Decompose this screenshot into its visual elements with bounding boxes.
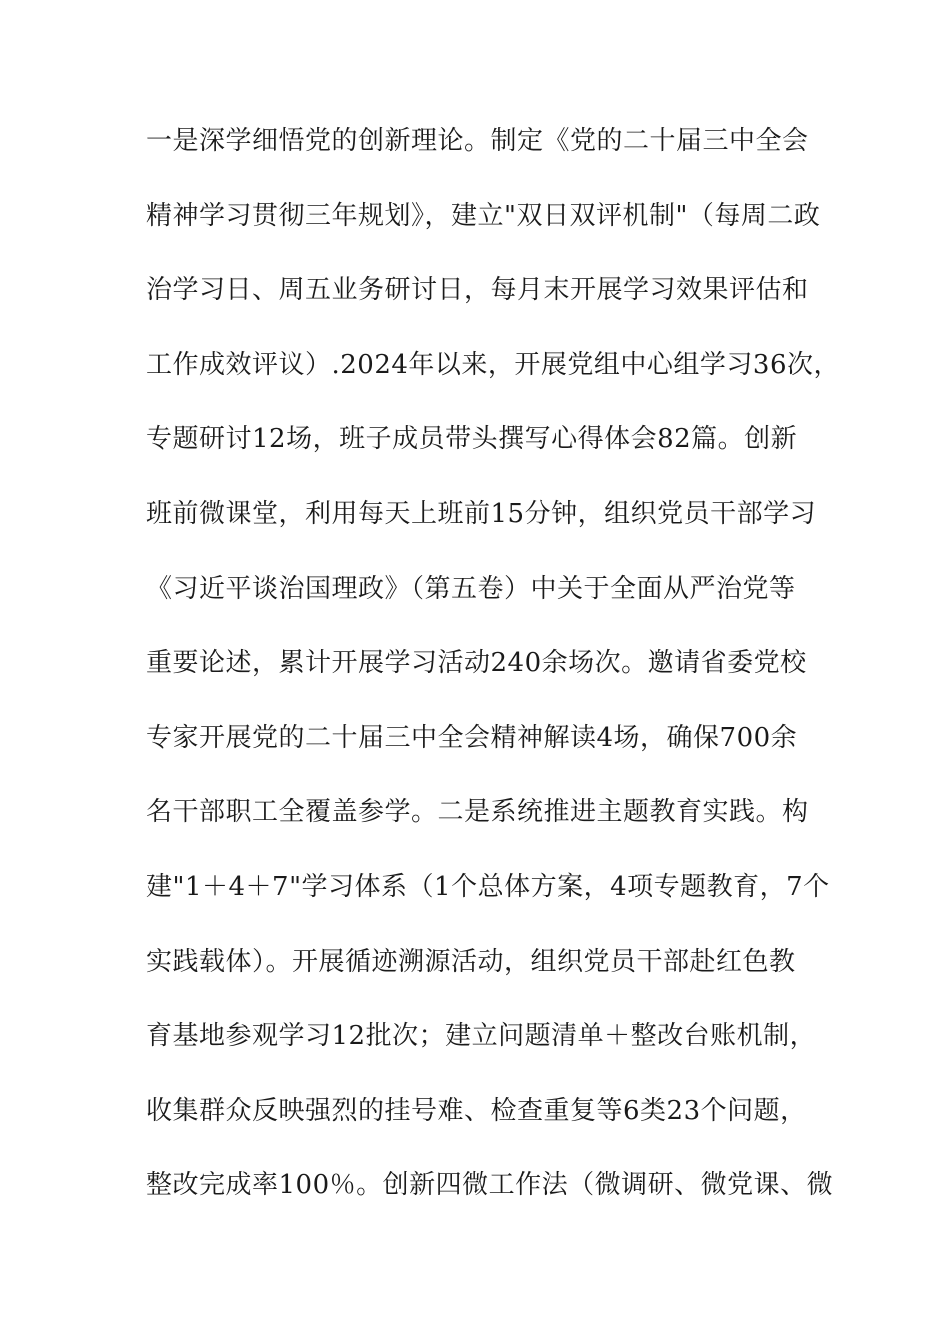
text-line-3: 治学习日、周五业务研讨日，每月末开展学习效果评估和 (146, 275, 809, 306)
text-line-14: 收集群众反映强烈的挂号难、检查重复等6类23个问题， (146, 1095, 807, 1126)
text-line-1: 一是深学细悟党的创新理论。制定《党的二十届三中全会 (146, 126, 809, 156)
text-line-11: 建"1＋4＋7"学习体系（1个总体方案，4项专题教育，7个 (146, 871, 830, 902)
text-line-6: 班前微课堂，利用每天上班前15分钟，组织党员干部学习 (146, 498, 817, 529)
text-line-7: 《习近平谈治国理政》（第五卷）中关于全面从严治党等 (146, 573, 796, 604)
text-line-4: 工作成效评议）.2024年以来，开展党组中心组学习36次， (146, 349, 841, 380)
text-line-12: 实践载体）。开展循迹溯源活动，组织党员干部赴红色教 (146, 946, 796, 977)
text-line-8: 重要论述，累计开展学习活动240余场次。邀请省委党校 (146, 648, 807, 679)
body-text (146, 118, 841, 1237)
text-line-5: 专题研讨12场，班子成员带头撰写心得体会82篇。创新 (146, 424, 798, 455)
text-line-15: 整改完成率100％。创新四微工作法（微调研、微党课、微 (146, 1170, 834, 1201)
text-line-10: 名干部职工全覆盖参学。二是系统推进主题教育实践。构 (146, 797, 809, 828)
text-line-9: 专家开展党的二十届三中全会精神解读4场，确保700余 (146, 722, 798, 753)
text-line-2: 精神学习贯彻三年规划》，建立"双日双评机制"（每周二政 (146, 200, 821, 231)
text-line-13: 育基地参观学习12批次；建立问题清单＋整改台账机制， (146, 1021, 817, 1052)
